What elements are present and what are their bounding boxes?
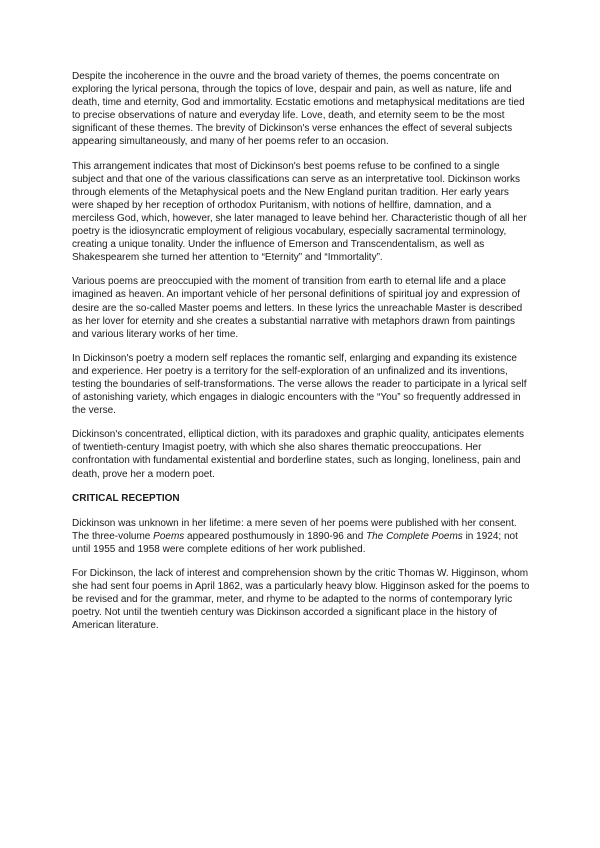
reception-italic-poems: Poems <box>153 530 185 542</box>
reception-text-2: appeared posthumously in 1890-96 and <box>184 530 367 542</box>
paragraph-arrangement: This arrangement indicates that most of Dickinson's best poems refuse to be confined to a single subject and that one of the various classifications can serve as an interpretative tool. Dickinson works through elements of the Metaphysical poets and the New England puritan tradition. Her early years were shaped by her reception of orthodox Puritanism, with notions of hellfire, damnation, and a merciless God, which, however, she later managed to leave behind her. Characteristic though of all her poetry is the idiosyncratic employment of religious vocabulary, especially sacramental terminology, creating a unique tonality. Under the influence of Emerson and Transcendentalism, as well as Shakespearem she turned her attention to “Eternity” and “Immortality”. <box>72 160 527 264</box>
paragraph-diction: Dickinson's concentrated, elliptical diction, with its paradoxes and graphic quality, anticipates elements of twentieth-century Imagist poetry, with which she also shares thematic preoccupations. Her confrontation with fundamental existential and borderline states, such as longing, loneliness, pain and death, prove her a modern poet. <box>72 429 524 480</box>
section-heading-critical-reception: CRITICAL RECEPTION <box>72 492 180 504</box>
paragraph-themes: Despite the incoherence in the ouvre and the broad variety of themes, the poems concentrate on exploring the lyrical persona, through the topics of love, despair and pain, as well as nature, life and death, time and eternity, God and immortality. Ecstatic emotions and metaphysical meditations are tied to precise observations of nature and everyday life. Love, death, and eternity seem to be the most significant of these themes. The brevity of Dickinson's verse enhances the effect of several subjects appearing simultaneously, and many of her poems refer to an occasion. <box>72 71 525 148</box>
paragraph-higginson: For Dickinson, the lack of interest and comprehension shown by the critic Thomas W. Higginson, whom she had sent four poems in April 1862, was a particularly heavy blow. Higginson asked for the poems to be revised and for the grammar, meter, and rhyme to be adapted to the norms of contemporary lyric poetry. Not until the twentieh century was Dickinson accorded a significant place in the history of American literature. <box>72 568 530 632</box>
reception-text-1: Dickinson was unknown in her lifetime: a mere seven of her poems were published with her consent. The three-volume <box>72 517 517 542</box>
paragraph-modern-self: In Dickinson's poetry a modern self replaces the romantic self, enlarging and expanding its existence and experience. Her poetry is a territory for the self-exploration of an unfinalized and its inventions, testing the boundaries of self-transformations. The verse allows the reader to participate in a lyrical self of astonishing variety, which engages in dialogic encounters with the “You” so frequently addressed in the verse. <box>72 352 527 417</box>
reception-italic-complete-poems: The Complete Poems <box>366 530 463 542</box>
paragraph-transition: Various poems are preoccupied with the moment of transition from earth to eternal life and a place imagined as heaven. An important vehicle of her personal definitions of spiritual joy and expression of desire are the so-called Master poems and letters. In these lyrics the unreachable Master is described as her lover for eternity and she creates a substantial narrative with metaphors drawn from paintings and various literary works of her time. <box>72 276 523 340</box>
document-page <box>72 70 532 643</box>
reception-text-3: in 1924; not until 1955 and 1958 were complete editions of her work published. <box>72 530 518 555</box>
paragraph-reception <box>72 517 532 556</box>
